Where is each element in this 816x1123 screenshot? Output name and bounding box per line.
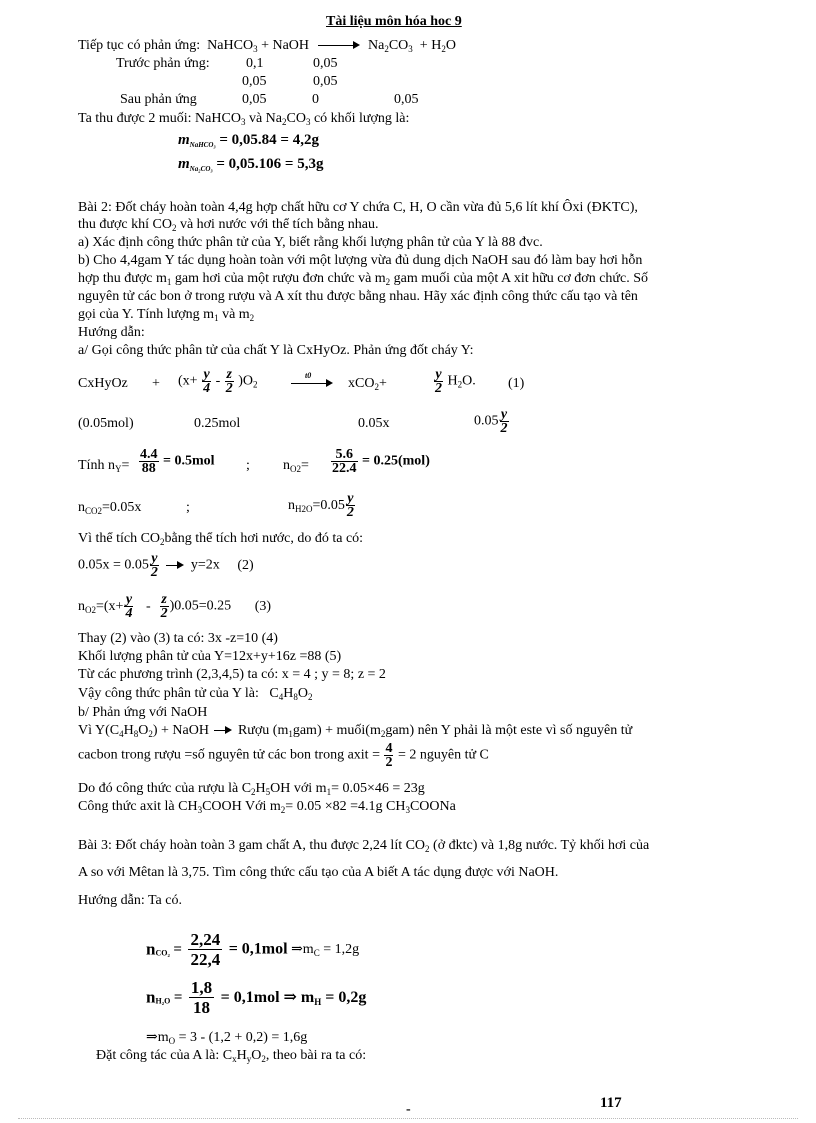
reaction-arrow-icon bbox=[214, 726, 232, 735]
fraction-y-2: $\frac{y}{2}$ bbox=[150, 551, 158, 580]
fraction-y-2: $\frac{y}{2}$ bbox=[500, 407, 508, 436]
alcohol-line: Do đó công thức của rượu là $C_2H_5OH$ với $m_1= 0.05\times 46 = 23g$ bbox=[78, 781, 425, 797]
bai3-line2: A so với Mêtan là 3,75. Tìm công thức cấu tạo của A biết A tác dụng được với NaOH. bbox=[78, 865, 559, 880]
mo-line: $\Rightarrow m_O = 3 - (1,2 + 0,2) = 1,6g$ bbox=[146, 1030, 308, 1046]
fraction-y-2: $\frac{y}{2}$ bbox=[346, 491, 354, 520]
salts-line: Ta thu được 2 muối: NaHCO$_3$ và $Na_2CO_3$ có khối lượng là: bbox=[78, 111, 410, 127]
reaction-arrow-icon bbox=[318, 41, 360, 50]
mol-row: (0.05mol) 0.25mol 0.05x 0.05 $\frac{y}{2}$ bbox=[78, 407, 508, 436]
nco2-nh2o-row: $n_{CO2}=0.05x$ ; $n_{H2O}=0.05$ $\frac{y}{2}$ bbox=[78, 491, 354, 520]
footer-divider bbox=[18, 1118, 798, 1119]
bai3-guide: Hướng dẫn: Ta có. bbox=[78, 893, 182, 908]
bai2-line4: b) Cho 4,4gam Y tác dụng hoàn toàn với một lượng vừa đủ dung dịch NaOH sau đó làm bay hơi hỗn bbox=[78, 253, 643, 268]
bai2-line3: a) Xác định công thức phân tử của Y, biết rằng khối lượng phân tử của Y là 88 đvc. bbox=[78, 235, 543, 250]
bai2-line7: gọi của Y. Tính lượng $m_1$ và $m_2$ bbox=[78, 307, 255, 323]
ny-calc: Tính $n_Y=$ $\frac{4.4}{88}$ = 0.5mol ; $n_{O2}=$ $\frac{5.6}{22.4}$ = 0.25(mol) bbox=[78, 447, 430, 476]
before-row: Trước phản ứng: 0,1 0,05 bbox=[116, 56, 338, 71]
bai2-guide: Hướng dẫn: bbox=[78, 325, 145, 340]
combustion-equation: CxHyOz + (x+ $\frac{y}{4}$ - $\frac{z}{2}$ )$O_2$ t0 xCO$_2$+ $\frac{y}{2}$ $H_2O$. (1) bbox=[78, 367, 525, 396]
heat-arrow-icon: t0 bbox=[291, 379, 333, 388]
nh2o-equation: $n_{H_2O}$ = $\frac{1,8}{18}$ = 0,1mol ⇒ $m_H = 0,2g$ bbox=[146, 978, 367, 1017]
formula-a-line: Đặt công tác của A là: $C_xH_yO_2$, theo bài ra ta có: bbox=[96, 1048, 367, 1064]
page-number: 117 bbox=[600, 1095, 622, 1111]
thay-line: Thay (2) vào (3) ta có: 3x -z=10 (4) bbox=[78, 631, 278, 646]
bai2-line5: hợp thu được $m_1$ gam hơi của một rượu đơn chức và $m_2$ gam muối của một A xit hữu cơ đơn chức. Số bbox=[78, 271, 649, 287]
bai3-line1: Bài 3: Đốt cháy hoàn toàn 3 gam chất A, thu được 2,24 lít $CO_2$ (ở đktc) và 1,8g nước. Tỷ khối hơi của bbox=[78, 838, 650, 854]
part-b-line2: cacbon trong rượu =số nguyên tử các bon trong axit = $\frac{4}{2}$ = 2 nguyên tử C bbox=[78, 741, 489, 770]
fraction-h2o: $\frac{1,8}{18}$ bbox=[190, 978, 213, 1017]
nco2-equation: $n_{CO_2}$ = $\frac{2,24}{22,4}$ = 0,1mol $\Rightarrow m_C = 1,2g$ bbox=[146, 930, 360, 969]
page-title: Tài liệu môn hóa hoc 9 bbox=[326, 14, 462, 29]
fraction-y-4: $\frac{y}{4}$ bbox=[125, 592, 133, 621]
fraction-z-2: $\frac{z}{2}$ bbox=[160, 592, 168, 621]
fraction-z-2: $\frac{z}{2}$ bbox=[225, 367, 233, 396]
fraction-4-2: $\frac{4}{2}$ bbox=[385, 741, 393, 770]
bai2-line6: nguyên tử các bon ở trong rượu và A xít thu được bằng nhau. Hãy xác định công thức cấu tạo và tên bbox=[78, 289, 638, 304]
fraction-co2: $\frac{2,24}{22,4}$ bbox=[190, 930, 221, 969]
mass-na2co3: $m_{Na_2CO_3} = 0,05.106 = 5,3g$ bbox=[178, 156, 324, 173]
fraction-no2: $\frac{5.6}{22.4}$ bbox=[332, 447, 357, 476]
footer-mark: - bbox=[406, 1102, 411, 1117]
formula-line: Vậy công thức phân tử của Y là: $C_4H_8O_2$ bbox=[78, 686, 313, 702]
bai2-line2: thu được khí $CO_2$ và hơi nước với thể tích bằng nhau. bbox=[78, 217, 379, 233]
bai2-a-intro: a/ Gọi công thức phân tử của chất Y là CxHyOz. Phản ứng đốt cháy Y: bbox=[78, 343, 474, 358]
part-b-line1: Vì $Y(C_4H_8O_2)$ + NaOH Rượu $(m_1gam)$ + $muối(m_2gam)$ nên Y phải là một este vì số nguyên tử bbox=[78, 723, 633, 739]
solution-line: Từ các phương trình (2,3,4,5) ta có: x = 4 ; y = 8; z = 2 bbox=[78, 667, 386, 682]
fraction-y-4: $\frac{y}{4}$ bbox=[203, 367, 211, 396]
eq3-row: $n_{O2}=(x+$ $\frac{y}{4}$ - $\frac{z}{2}$ )0.05=0.25 (3) bbox=[78, 592, 272, 621]
acid-line: Công thức axit là $CH_3COOH$ Với $m_2= 0.05 \times 82 =4.1g$ $CH_3COONa$ bbox=[78, 799, 456, 815]
part-b-title: b/ Phản ứng với NaOH bbox=[78, 705, 208, 720]
reaction-line: Tiếp tục có phản ứng: NaHCO$_3$ + NaOH $Na_2CO_3 + H_2O$ bbox=[78, 38, 456, 54]
fraction-ny: $\frac{4.4}{88}$ bbox=[140, 447, 158, 476]
fraction-y-2: $\frac{y}{2}$ bbox=[435, 367, 442, 396]
eq2-row: 0.05x = 0.05 $\frac{y}{2}$ y=2x (2) bbox=[78, 551, 254, 580]
molecular-weight-line: Khối lượng phân tử của Y=12x+y+16z =88 (5) bbox=[78, 649, 342, 664]
implies-arrow-icon bbox=[166, 561, 184, 570]
after-row: Sau phản ứng 0,05 0 0,05 bbox=[120, 92, 419, 107]
volume-line: Vì thể tích $CO_2bằng$ thể tích hơi nước, do đó ta có: bbox=[78, 531, 364, 547]
bai2-line1: Bài 2: Đốt cháy hoàn toàn 4,4g hợp chất hữu cơ Y chứa C, H, O cần vừa đủ 5,6 lít khí Ôxi (ĐKTC), bbox=[78, 200, 638, 215]
mass-nahco3: $m_{NaHCO_3} = 0,05.84 = 4,2g$ bbox=[178, 132, 319, 149]
